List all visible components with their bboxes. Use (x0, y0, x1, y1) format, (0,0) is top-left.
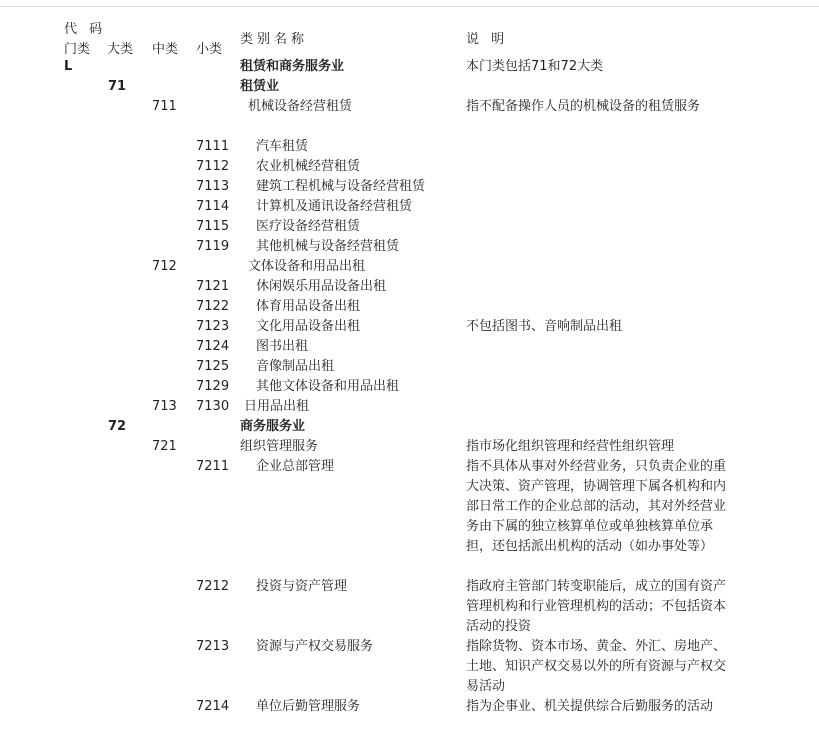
category-description: 指政府主管部门转变职能后，成立的国有资产管理机构和行业管理机构的活动；不包括资本活动的投资 (466, 579, 727, 634)
category-name: 其他机械与设备经营租赁 (256, 239, 400, 254)
category-name: 投资与资产管理 (256, 579, 348, 594)
table-row (0, 637, 819, 694)
category-name: 计算机及通讯设备经营租赁 (256, 199, 413, 214)
category-name: 文体设备和用品出租 (248, 259, 366, 274)
table-row (0, 457, 819, 554)
category-name: 其他文体设备和用品出租 (256, 379, 400, 394)
code-xiao: 7212 (196, 579, 230, 594)
code-zhong: 711 (152, 99, 177, 114)
code-men: L (64, 59, 73, 74)
category-name: 企业总部管理 (256, 459, 335, 474)
top-divider (0, 6, 819, 7)
table-row (0, 417, 819, 437)
category-name: 农业机械经营租赁 (256, 159, 361, 174)
code-zhong: 713 (152, 399, 177, 414)
table-row (0, 577, 819, 634)
category-name: 租赁业 (240, 79, 280, 94)
category-description: 本门类包括71和72大类 (466, 59, 604, 74)
table-row (0, 377, 819, 397)
code-xiao: 7115 (196, 219, 230, 234)
code-xiao: 7213 (196, 639, 230, 654)
category-name: 租赁和商务服务业 (240, 59, 345, 74)
category-name: 医疗设备经营租赁 (256, 219, 361, 234)
code-xiao: 7112 (196, 159, 230, 174)
category-name: 图书出租 (256, 339, 309, 354)
code-xiao: 7123 (196, 319, 230, 334)
category-name: 音像制品出租 (256, 359, 335, 374)
table-row (0, 57, 819, 77)
table-row (0, 217, 819, 237)
code-xiao: 7125 (196, 359, 230, 374)
col-header-da: 大类 (107, 42, 134, 57)
category-description: 指市场化组织管理和经营性组织管理 (466, 439, 675, 454)
category-name: 建筑工程机械与设备经营租赁 (256, 179, 426, 194)
code-zhong: 712 (152, 259, 177, 274)
code-xiao: 7124 (196, 339, 230, 354)
category-name: 汽车租赁 (256, 139, 309, 154)
table-row (0, 137, 819, 157)
category-description: 指不配备操作人员的机械设备的租赁服务 (466, 99, 701, 114)
code-xiao: 7130 (196, 399, 230, 414)
category-name: 资源与产权交易服务 (256, 639, 374, 654)
col-header-desc: 说 明 (466, 32, 509, 47)
category-name: 机械设备经营租赁 (248, 99, 353, 114)
code-xiao: 7111 (196, 139, 230, 154)
table-row (0, 437, 819, 457)
category-name: 文化用品设备出租 (256, 319, 361, 334)
code-header: 代 码 (64, 22, 107, 37)
col-header-xiao: 小类 (196, 42, 223, 57)
code-xiao: 7214 (196, 699, 230, 714)
table-row (0, 97, 819, 117)
code-xiao: 7129 (196, 379, 230, 394)
category-name: 单位后勤管理服务 (256, 699, 361, 714)
category-description: 不包括图书、音响制品出租 (466, 319, 623, 334)
code-xiao: 7211 (196, 459, 230, 474)
col-header-zhong: 中类 (152, 42, 179, 57)
category-description: 指除货物、资本市场、黄金、外汇、房地产、土地、知识产权交易以外的所有资源与产权交易活动 (466, 639, 727, 694)
category-name: 体育用品设备出租 (256, 299, 361, 314)
table-row (0, 197, 819, 217)
table-row (0, 237, 819, 257)
table-row (0, 297, 819, 317)
table-row (0, 397, 819, 417)
code-xiao: 7122 (196, 299, 230, 314)
code-xiao: 7119 (196, 239, 230, 254)
table-row (0, 277, 819, 297)
table-row (0, 177, 819, 197)
category-name: 休闲娱乐用品设备出租 (256, 279, 387, 294)
table-row (0, 157, 819, 177)
category-description: 指为企事业、机关提供综合后勤服务的活动 (466, 699, 714, 714)
category-name: 日用品出租 (244, 399, 310, 414)
table-row (0, 357, 819, 377)
code-xiao: 7114 (196, 199, 230, 214)
code-da: 72 (108, 419, 127, 434)
category-description: 指不具体从事对外经营业务，只负责企业的重大决策、资产管理，协调管理下属各机构和内部日常工作的企业总部的活动，其对外经营业务由下属的独立核算单位或单独核算单位承担，还包括派出机构的活动（如办事处等） (466, 459, 727, 554)
table-row (0, 337, 819, 357)
table-row (0, 697, 819, 717)
col-header-men: 门类 (64, 42, 91, 57)
table-row (0, 257, 819, 277)
category-name: 组织管理服务 (240, 439, 319, 454)
code-xiao: 7113 (196, 179, 230, 194)
table-row (0, 317, 819, 337)
category-name: 商务服务业 (240, 419, 306, 434)
code-xiao: 7121 (196, 279, 230, 294)
code-da: 71 (108, 79, 127, 94)
code-zhong: 721 (152, 439, 177, 454)
col-header-name: 类别名称 (240, 32, 309, 47)
table-row (0, 77, 819, 97)
